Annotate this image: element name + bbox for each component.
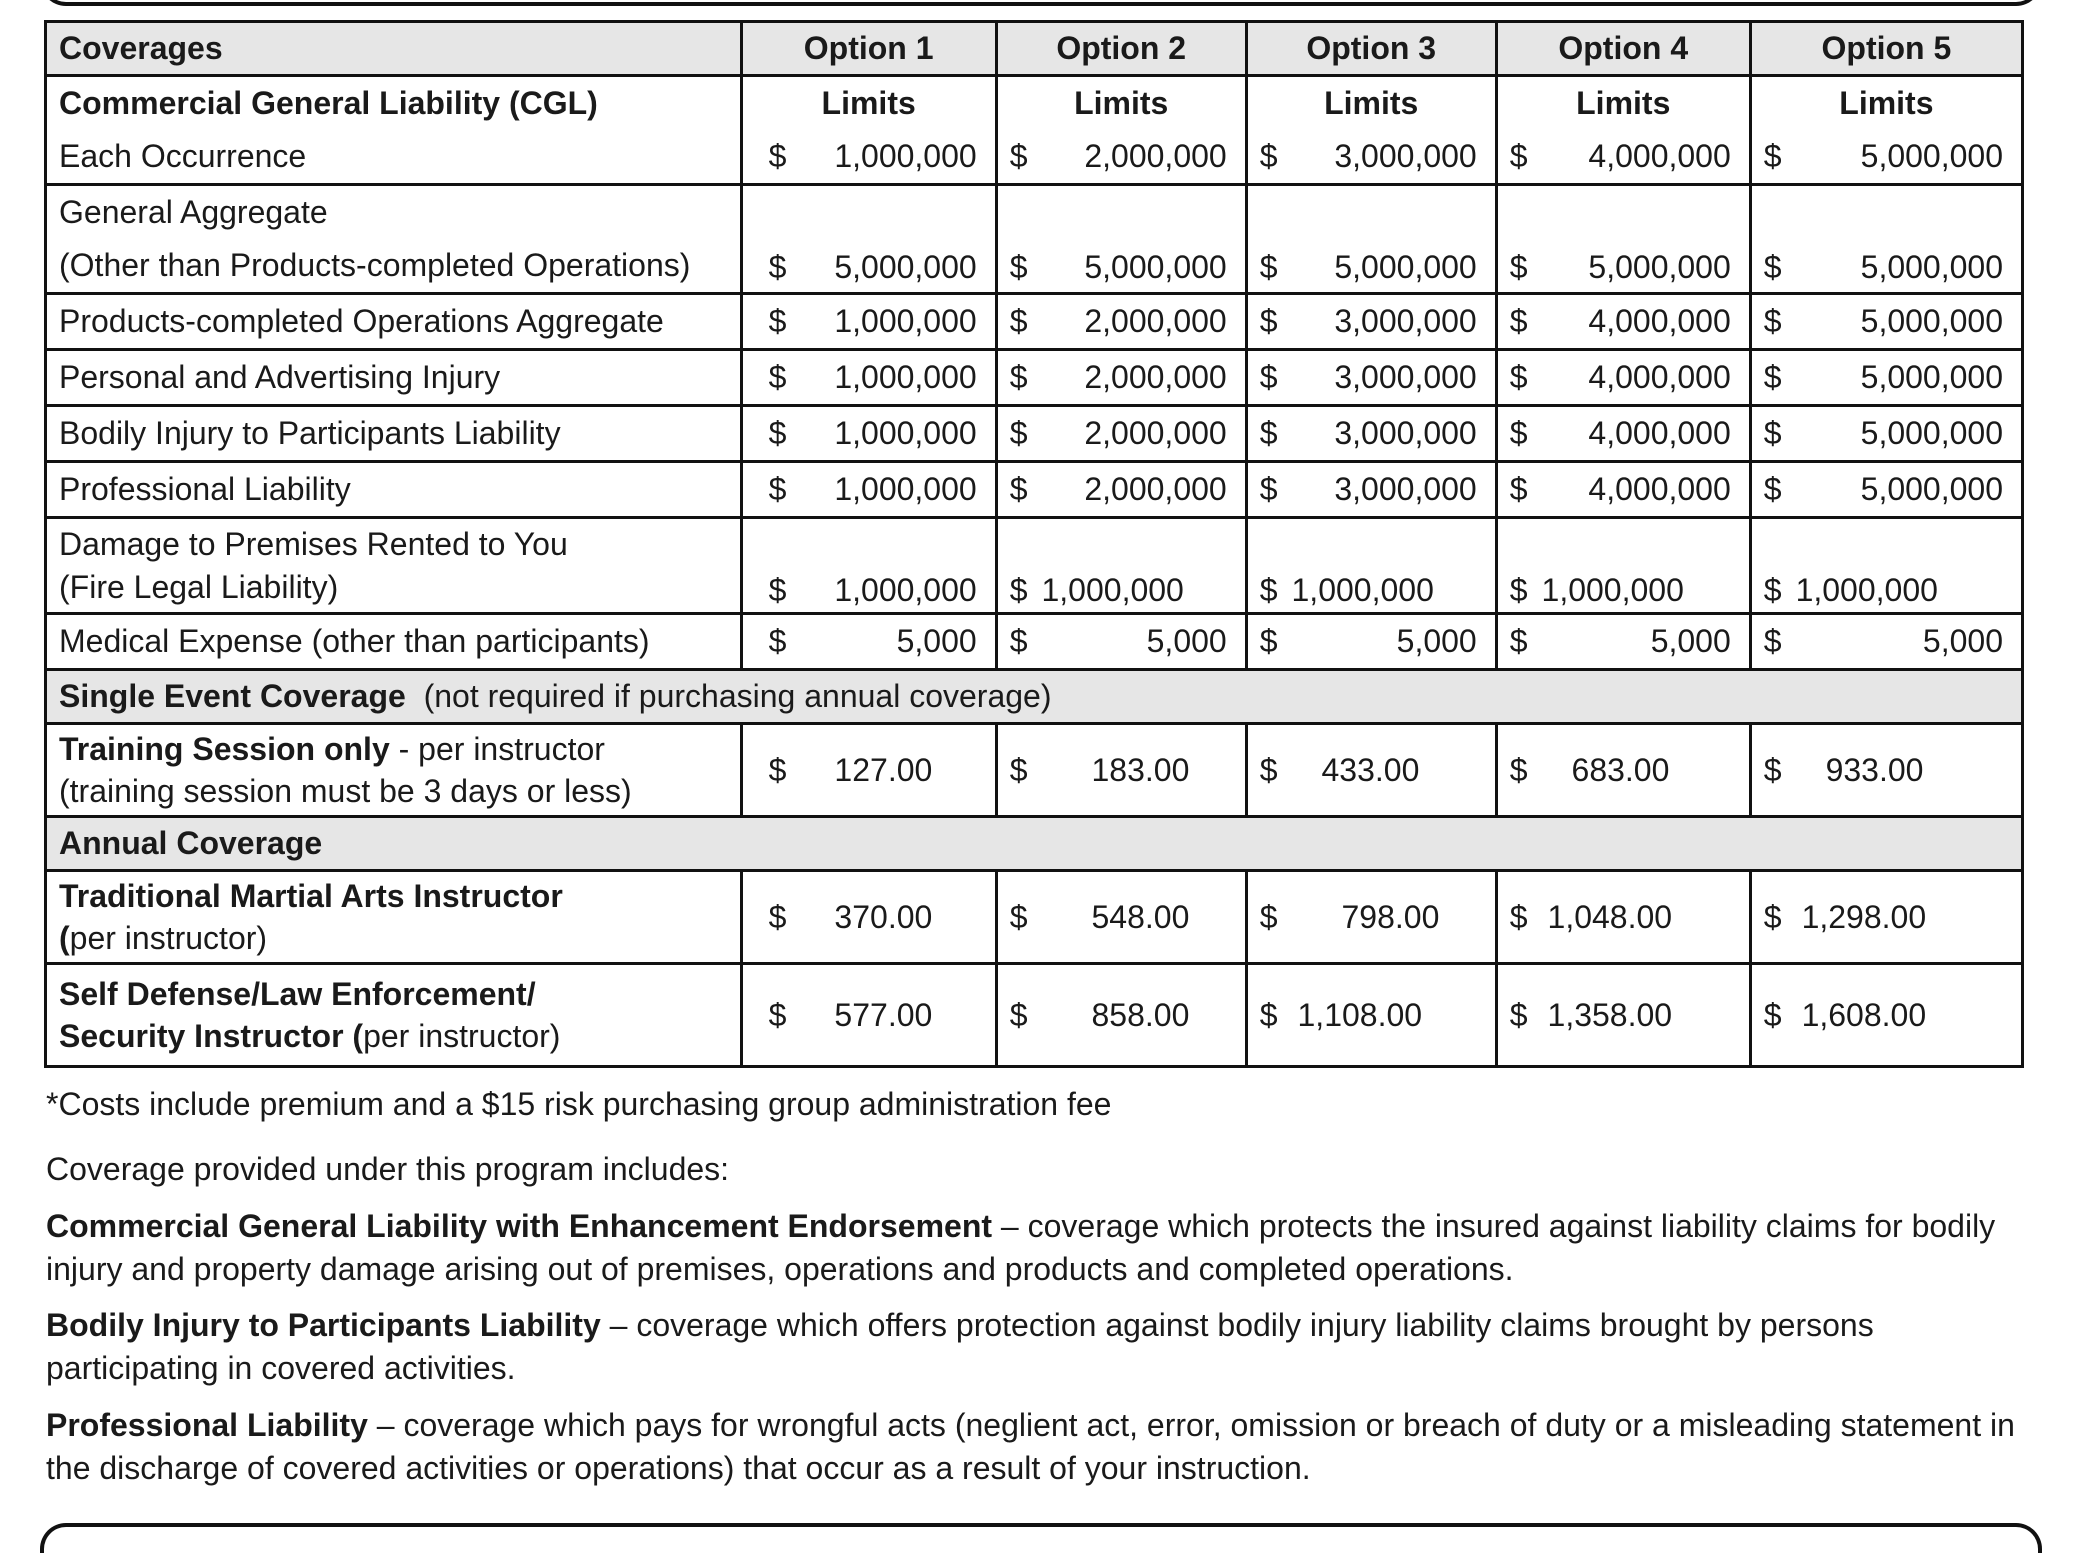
- price-cell: $ 577.00: [741, 964, 996, 1067]
- money-cell: $ 4,000,000: [1496, 350, 1750, 406]
- single-event-title: Single Event Coverage: [59, 678, 406, 714]
- header-option-5: Option 5: [1750, 22, 2022, 76]
- limits-label: Limits: [741, 76, 996, 131]
- money-cell: $ 2,000,000: [996, 130, 1246, 185]
- table-row-professional-liability: [46, 462, 2023, 518]
- money-cell: $ 3,000,000: [1246, 294, 1496, 350]
- table-row-bodily-injury: [46, 406, 2023, 462]
- table-header-row: [46, 22, 2023, 76]
- money-cell: $ 5,000,000: [1750, 406, 2022, 462]
- money-cell: $ 5,000,000: [1750, 462, 2022, 518]
- price-cell: $ 1,358.00: [1496, 964, 1750, 1067]
- row-label: Products-completed Operations Aggregate: [46, 294, 742, 350]
- money-cell: $ 1,000,000: [741, 518, 996, 614]
- table-row-damage-to-premises: [46, 518, 2023, 614]
- price-cell: $ 1,048.00: [1496, 871, 1750, 964]
- includes-intro: Coverage provided under this program includes:: [46, 1151, 730, 1187]
- money-cell: $ 2,000,000: [996, 350, 1246, 406]
- money-cell: $ 2,000,000: [996, 462, 1246, 518]
- money-cell: $ 5,000: [741, 614, 996, 670]
- row-label: Bodily Injury to Participants Liability: [46, 406, 742, 462]
- money-cell: $ 3,000,000: [1246, 350, 1496, 406]
- cgl-title: Commercial General Liability (CGL): [46, 76, 742, 131]
- row-label: Training Session only - per instructor (training session must be 3 days or less): [46, 724, 742, 817]
- money-cell: $ 4,000,000: [1496, 462, 1750, 518]
- money-cell: $ 4,000,000: [1496, 130, 1750, 185]
- money-cell: $ 1,000,000: [741, 462, 996, 518]
- annual-heading: Annual Coverage: [46, 817, 2023, 871]
- price-cell: $ 858.00: [996, 964, 1246, 1067]
- money-cell: $ 2,000,000: [996, 406, 1246, 462]
- money-cell: $ 5,000: [1496, 614, 1750, 670]
- price-cell: $ 1,298.00: [1750, 871, 2022, 964]
- header-coverages: Coverages: [46, 22, 742, 76]
- money-cell: $ 3,000,000: [1246, 406, 1496, 462]
- description-text: – coverage which protects the insured against liability claims for bodily injury and property damage arising out of premises, operations and products and completed operations.: [46, 1208, 1996, 1287]
- table-row-products-completed: [46, 294, 2023, 350]
- price-cell: $ 433.00: [1246, 724, 1496, 817]
- single-event-section-row: [46, 670, 2023, 724]
- header-option-2: Option 2: [996, 22, 1246, 76]
- header-option-4: Option 4: [1496, 22, 1750, 76]
- limits-label: Limits: [996, 76, 1246, 131]
- money-cell: $ 5,000,000: [1750, 294, 2022, 350]
- description-cgl: [46, 1205, 2026, 1291]
- row-label: Traditional Martial Arts Instructor (per instructor): [46, 871, 742, 964]
- price-cell: $ 1,108.00: [1246, 964, 1496, 1067]
- cgl-title-row: [46, 76, 2023, 131]
- money-cell: $ 2,000,000: [996, 294, 1246, 350]
- description-bodily-injury: [46, 1304, 2026, 1390]
- money-cell: $ 5,000,000: [1750, 185, 2022, 294]
- header-option-1: Option 1: [741, 22, 996, 76]
- limits-label: Limits: [1750, 76, 2022, 131]
- money-cell: $ 1,000,000: [741, 406, 996, 462]
- table-row-traditional-martial-arts: [46, 871, 2023, 964]
- price-cell: $ 548.00: [996, 871, 1246, 964]
- price-cell: $ 370.00: [741, 871, 996, 964]
- money-cell: $ 3,000,000: [1246, 462, 1496, 518]
- row-label: Medical Expense (other than participants): [46, 614, 742, 670]
- description-term: Professional Liability: [46, 1407, 368, 1443]
- money-cell: $ 1,000,000: [1496, 518, 1750, 614]
- table-row-training-session: [46, 724, 2023, 817]
- table-row-medical-expense: [46, 614, 2023, 670]
- money-cell: $ 5,000,000: [1750, 130, 2022, 185]
- money-cell: $ 4,000,000: [1496, 406, 1750, 462]
- money-cell: $ 1,000,000: [1246, 518, 1496, 614]
- price-cell: $ 798.00: [1246, 871, 1496, 964]
- money-cell: $ 1,000,000: [1750, 518, 2022, 614]
- limits-label: Limits: [1246, 76, 1496, 131]
- header-option-3: Option 3: [1246, 22, 1496, 76]
- bottom-border-frame: [40, 1523, 2042, 1553]
- description-text: – coverage which pays for wrongful acts (neglient act, error, omission or breach of duty or a misleading statement in the discharge of covered activities or operations) that occur as a result of your instruction.: [46, 1407, 2015, 1486]
- row-label: Self Defense/Law Enforcement/ Security Instructor (per instructor): [46, 964, 742, 1067]
- price-cell: $ 1,608.00: [1750, 964, 2022, 1067]
- price-cell: $ 933.00: [1750, 724, 2022, 817]
- annual-section-row: [46, 817, 2023, 871]
- row-label: General Aggregate (Other than Products-completed Operations): [46, 185, 742, 294]
- money-cell: $ 5,000,000: [1246, 185, 1496, 294]
- money-cell: $ 4,000,000: [1496, 294, 1750, 350]
- single-event-heading: [46, 670, 2023, 724]
- money-cell: $ 5,000,000: [996, 185, 1246, 294]
- table-row-self-defense: [46, 964, 2023, 1067]
- coverage-options-table: [44, 20, 2024, 1068]
- money-cell: $ 5,000: [1246, 614, 1496, 670]
- money-cell: $ 1,000,000: [996, 518, 1246, 614]
- money-cell: $ 5,000,000: [1496, 185, 1750, 294]
- row-label: Damage to Premises Rented to You (Fire Legal Liability): [46, 518, 742, 614]
- money-cell: $ 5,000,000: [741, 185, 996, 294]
- table-row-general-aggregate: [46, 185, 2023, 294]
- description-term: Commercial General Liability with Enhancement Endorsement: [46, 1208, 993, 1244]
- money-cell: $ 1,000,000: [741, 350, 996, 406]
- money-cell: $ 5,000,000: [1750, 350, 2022, 406]
- cost-footnote: *Costs include premium and a $15 risk purchasing group administration fee: [46, 1086, 1112, 1122]
- description-professional: [46, 1404, 2026, 1490]
- table-row-each-occurrence: [46, 130, 2023, 185]
- limits-label: Limits: [1496, 76, 1750, 131]
- row-label: Personal and Advertising Injury: [46, 350, 742, 406]
- description-term: Bodily Injury to Participants Liability: [46, 1307, 601, 1343]
- money-cell: $ 1,000,000: [741, 130, 996, 185]
- table-row-personal-advertising: [46, 350, 2023, 406]
- price-cell: $ 127.00: [741, 724, 996, 817]
- description-text: – coverage which offers protection against bodily injury liability claims brought by persons participating in covered activities.: [46, 1307, 1874, 1386]
- money-cell: $ 5,000: [996, 614, 1246, 670]
- price-cell: $ 683.00: [1496, 724, 1750, 817]
- top-border-frame: [40, 0, 2042, 6]
- row-label: Professional Liability: [46, 462, 742, 518]
- single-event-note: (not required if purchasing annual coverage): [423, 678, 1052, 714]
- price-cell: $ 183.00: [996, 724, 1246, 817]
- row-label: Each Occurrence: [46, 130, 742, 185]
- money-cell: $ 3,000,000: [1246, 130, 1496, 185]
- money-cell: $ 1,000,000: [741, 294, 996, 350]
- money-cell: $ 5,000: [1750, 614, 2022, 670]
